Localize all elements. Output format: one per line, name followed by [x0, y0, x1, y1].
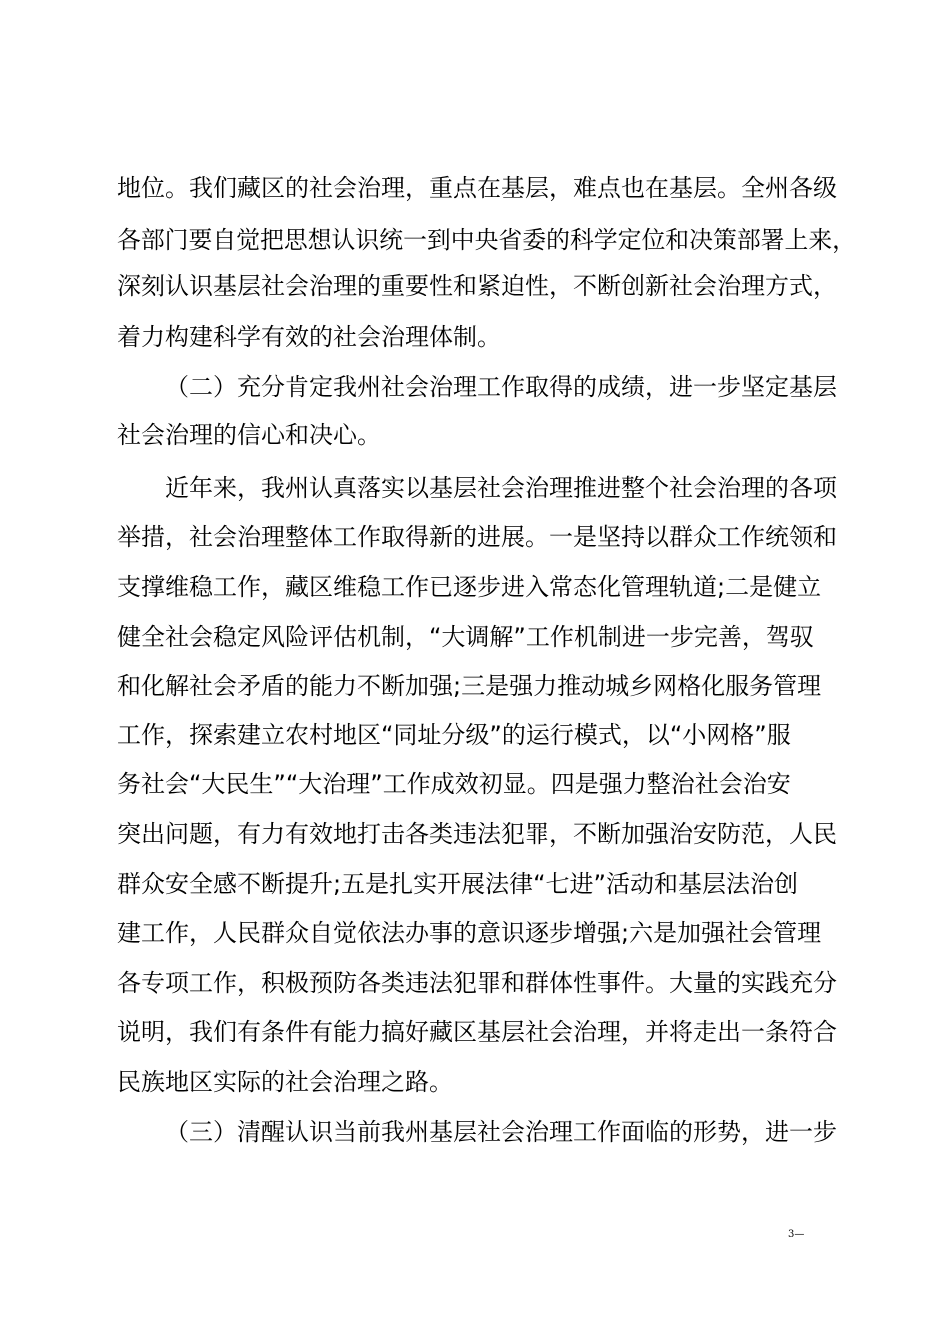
body-text-line: 工作，探索建立农村地区“同址分级”的运行模式，以“小网格”服 [117, 721, 791, 749]
body-text-line: 举措，社会治理整体工作取得新的进展。一是坚持以群众工作统领和 [117, 523, 837, 551]
body-text-line: 地位。我们藏区的社会治理，重点在基层，难点也在基层。全州各级 [117, 174, 837, 202]
body-text-line: 近年来，我州认真落实以基层社会治理推进整个社会治理的各项 [165, 474, 837, 502]
body-text-line: 和化解社会矛盾的能力不断加强;三是强力推动城乡网格化服务管理 [117, 672, 822, 700]
body-text-line: 着力构建科学有效的社会治理体制。 [117, 323, 501, 351]
body-text-line: 突出问题，有力有效地打击各类违法犯罪，不断加强治安防范，人民 [117, 820, 837, 848]
section-heading-line: （二）充分肯定我州社会治理工作取得的成绩，进一步坚定基层 [165, 373, 837, 401]
body-text-line: 建工作，人民群众自觉依法办事的意识逐步增强;六是加强社会管理 [117, 919, 822, 947]
body-text-line: 说明，我们有条件有能力搞好藏区基层社会治理，并将走出一条符合 [117, 1018, 837, 1046]
body-text-line: 务社会“大民生”“大治理”工作成效初显。四是强力整治社会治安 [117, 770, 791, 798]
section-heading-line: （三）清醒认识当前我州基层社会治理工作面临的形势，进一步 [165, 1118, 837, 1146]
section-heading-line: 社会治理的信心和决心。 [117, 421, 381, 449]
body-text-line: 各部门要自觉把思想认识统一到中央省委的科学定位和决策部署上来， [117, 226, 857, 254]
page-number: 3— [788, 1229, 805, 1240]
body-text-line: 健全社会稳定风险评估机制，“大调解”工作机制进一步完善，驾驭 [117, 623, 814, 651]
body-text-line: 群众安全感不断提升;五是扎实开展法律“七进”活动和基层法治创 [117, 870, 798, 898]
body-text-line: 支撑维稳工作，藏区维稳工作已逐步进入常态化管理轨道;二是健立 [117, 573, 822, 601]
body-text-line: 各专项工作，积极预防各类违法犯罪和群体性事件。大量的实践充分 [117, 969, 837, 997]
body-text-line: 民族地区实际的社会治理之路。 [117, 1068, 453, 1096]
body-text-line: 深刻认识基层社会治理的重要性和紧迫性，不断创新社会治理方式， [117, 272, 837, 300]
